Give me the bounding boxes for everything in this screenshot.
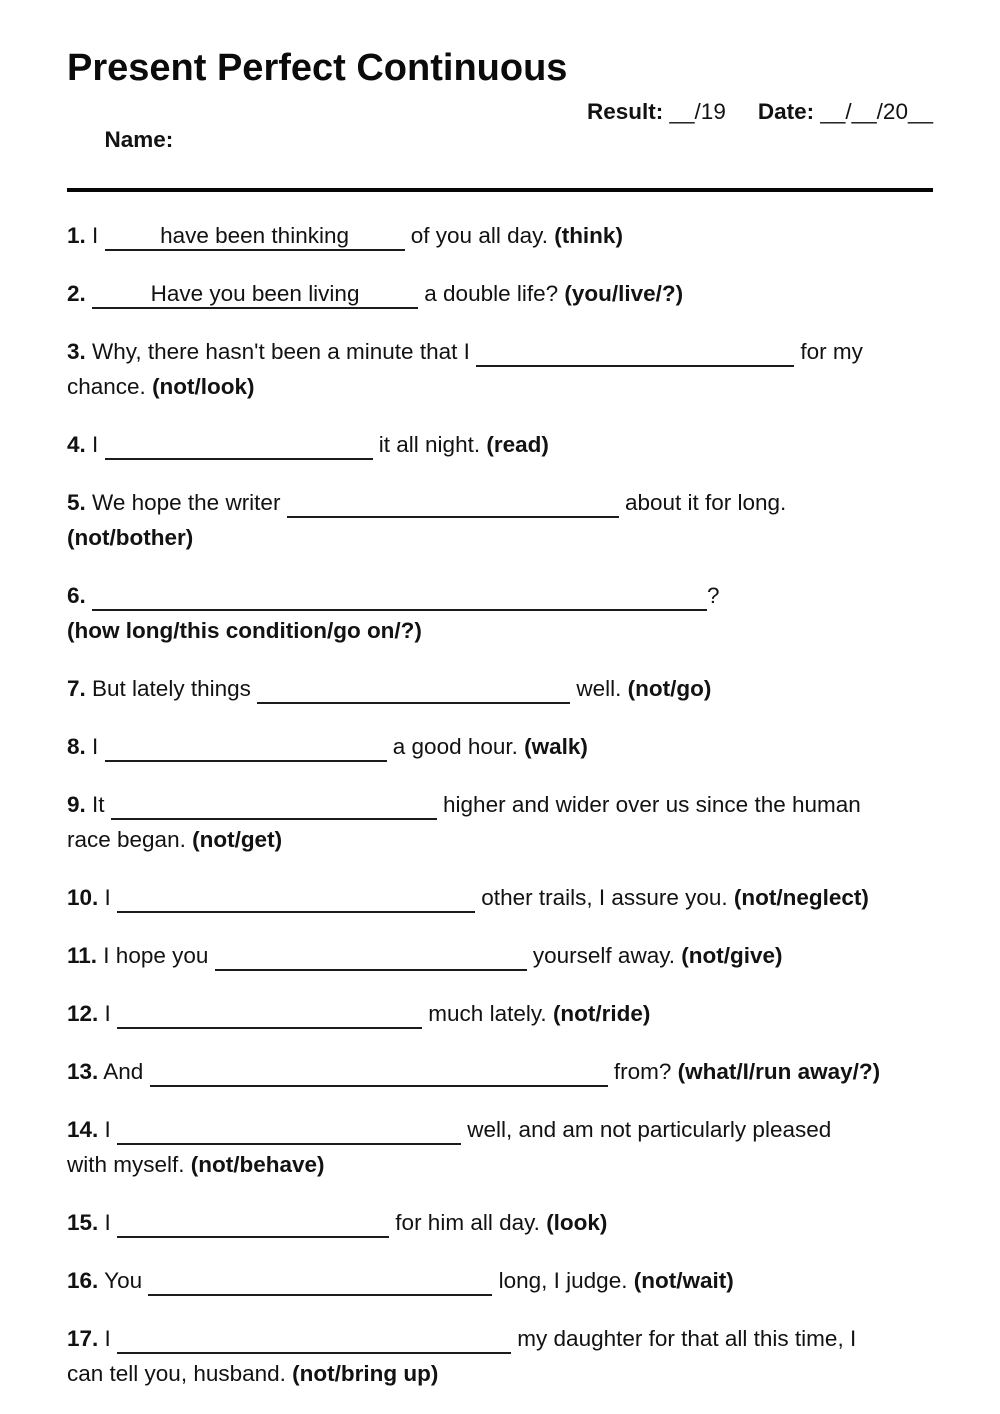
question-text: race began. (67, 827, 193, 852)
question-text: for him all day. (389, 1210, 547, 1235)
question-text: about it for long. (618, 490, 787, 515)
question-9 (67, 787, 933, 857)
verb-hint: (what/I/run away/?) (677, 1059, 881, 1084)
question-text: higher and wider over us since the human (436, 792, 861, 817)
question-number: 13. (67, 1059, 99, 1084)
header-divider (67, 188, 933, 192)
question-5 (67, 485, 933, 555)
question-text: I (98, 885, 118, 910)
question-line (67, 822, 933, 857)
question-text: a double life? (418, 281, 565, 306)
question-number: 9. (67, 792, 86, 817)
verb-hint: (not/bother) (67, 525, 194, 550)
name-label: Name: (104, 127, 174, 152)
question-4 (67, 427, 933, 462)
question-number: 4. (67, 432, 86, 457)
question-line (67, 1112, 933, 1147)
question-12 (67, 996, 933, 1031)
question-number: 12. (67, 1001, 99, 1026)
question-text: I (85, 223, 105, 248)
question-line (67, 1054, 933, 1089)
verb-hint: (you/live/?) (564, 281, 684, 306)
header-right (587, 98, 933, 126)
question-text: from? (607, 1059, 678, 1084)
question-text: And (98, 1059, 150, 1084)
answer-blank[interactable] (287, 489, 619, 518)
verb-hint: (walk) (524, 734, 588, 759)
answer-blank[interactable] (105, 431, 373, 460)
question-text: Why, there hasn't been a minute that I (85, 339, 477, 364)
question-number: 11. (67, 943, 98, 968)
question-number: 16. (67, 1268, 99, 1293)
question-line (67, 1147, 933, 1182)
question-1 (67, 218, 933, 253)
question-6 (67, 578, 933, 648)
question-text: chance. (67, 374, 153, 399)
question-line (67, 276, 933, 311)
answer-blank[interactable] (476, 338, 794, 367)
question-text: I (85, 734, 105, 759)
answer-blank[interactable] (150, 1058, 608, 1087)
question-text: I (98, 1326, 118, 1351)
question-number: 2. (67, 281, 86, 306)
answer-blank[interactable] (111, 791, 437, 820)
date-label: Date: (757, 99, 815, 124)
question-line (67, 334, 933, 369)
question-text: long, I judge. (492, 1268, 634, 1293)
name-field[interactable] (67, 98, 173, 182)
question-11 (67, 938, 933, 973)
question-7 (67, 671, 933, 706)
question-17 (67, 1321, 933, 1391)
question-line (67, 485, 933, 520)
question-line (67, 578, 933, 613)
page-title: Present Perfect Continuous (67, 47, 568, 89)
question-2 (67, 276, 933, 311)
answer-blank[interactable] (257, 675, 570, 704)
verb-hint: (think) (554, 223, 623, 248)
question-text: We hope the writer (85, 490, 287, 515)
question-line (67, 1356, 933, 1391)
question-line (67, 787, 933, 822)
question-text: But lately things (85, 676, 258, 701)
question-line (67, 427, 933, 462)
answer-blank-filled[interactable]: have been thinking (105, 222, 405, 251)
question-text: well. (570, 676, 628, 701)
question-text: I (85, 432, 105, 457)
question-number: 1. (67, 223, 86, 248)
answer-blank[interactable] (117, 884, 475, 913)
question-13 (67, 1054, 933, 1089)
question-line (67, 996, 933, 1031)
answer-blank[interactable] (215, 942, 527, 971)
verb-hint: (how long/this condition/go on/?) (67, 618, 422, 643)
question-text: I (98, 1117, 118, 1142)
answer-blank-filled[interactable]: Have you been living (92, 280, 418, 309)
question-line (67, 1263, 933, 1298)
question-number: 3. (67, 339, 86, 364)
question-text: of you all day. (404, 223, 555, 248)
verb-hint: (look) (546, 1210, 608, 1235)
verb-hint: (not/get) (192, 827, 283, 852)
question-text: well, and am not particularly pleased (461, 1117, 832, 1142)
verb-hint: (not/behave) (190, 1152, 325, 1177)
question-text: much lately. (422, 1001, 553, 1026)
question-text: can tell you, husband. (67, 1361, 293, 1386)
question-line (67, 218, 933, 253)
question-text: my daughter for that all this time, I (511, 1326, 857, 1351)
verb-hint: (not/bring up) (292, 1361, 439, 1386)
question-15 (67, 1205, 933, 1240)
question-line (67, 729, 933, 764)
question-text: yourself away. (526, 943, 682, 968)
question-line (67, 1205, 933, 1240)
question-number: 7. (67, 676, 86, 701)
question-16 (67, 1263, 933, 1298)
result-label: Result: (587, 99, 664, 124)
question-line (67, 520, 933, 555)
answer-blank[interactable] (148, 1267, 492, 1296)
question-text: I hope you (97, 943, 215, 968)
question-number: 8. (67, 734, 86, 759)
verb-hint: (not/give) (681, 943, 783, 968)
questions (67, 218, 933, 1391)
question-10 (67, 880, 933, 915)
question-text: I (98, 1210, 118, 1235)
question-line (67, 938, 933, 973)
verb-hint: (not/wait) (633, 1268, 734, 1293)
question-number: 17. (67, 1326, 99, 1351)
question-number: 15. (67, 1210, 99, 1235)
question-text: I (98, 1001, 118, 1026)
question-line (67, 369, 933, 404)
question-text: with myself. (67, 1152, 191, 1177)
question-line (67, 613, 933, 648)
question-text: other trails, I assure you. (475, 885, 734, 910)
verb-hint: (read) (486, 432, 549, 457)
question-number: 5. (67, 490, 86, 515)
answer-blank[interactable] (117, 1209, 389, 1238)
result-blank[interactable]: __/19 (669, 99, 726, 124)
question-line (67, 880, 933, 915)
question-text: a good hour. (386, 734, 525, 759)
question-text: You (98, 1268, 149, 1293)
question-line (67, 1321, 933, 1356)
date-field[interactable] (758, 98, 933, 126)
verb-hint: (not/ride) (552, 1001, 651, 1026)
verb-hint: (not/go) (627, 676, 712, 701)
question-text: It (85, 792, 111, 817)
answer-blank[interactable] (117, 1116, 461, 1145)
worksheet-header (67, 98, 933, 182)
answer-blank[interactable] (117, 1000, 422, 1029)
question-line (67, 671, 933, 706)
answer-blank[interactable] (117, 1325, 511, 1354)
question-3 (67, 334, 933, 404)
question-number: 14. (67, 1117, 99, 1142)
answer-blank[interactable] (105, 733, 387, 762)
question-8 (67, 729, 933, 764)
question-text: it all night. (372, 432, 487, 457)
verb-hint: (not/look) (152, 374, 255, 399)
question-number: 10. (67, 885, 99, 910)
question-text: for my (794, 339, 863, 364)
date-blank[interactable]: __/__/20__ (820, 99, 933, 124)
verb-hint: (not/neglect) (733, 885, 869, 910)
question-text: ? (707, 583, 720, 608)
answer-blank[interactable] (92, 582, 707, 611)
question-14 (67, 1112, 933, 1182)
result-field[interactable] (587, 98, 726, 126)
question-number: 6. (67, 583, 86, 608)
